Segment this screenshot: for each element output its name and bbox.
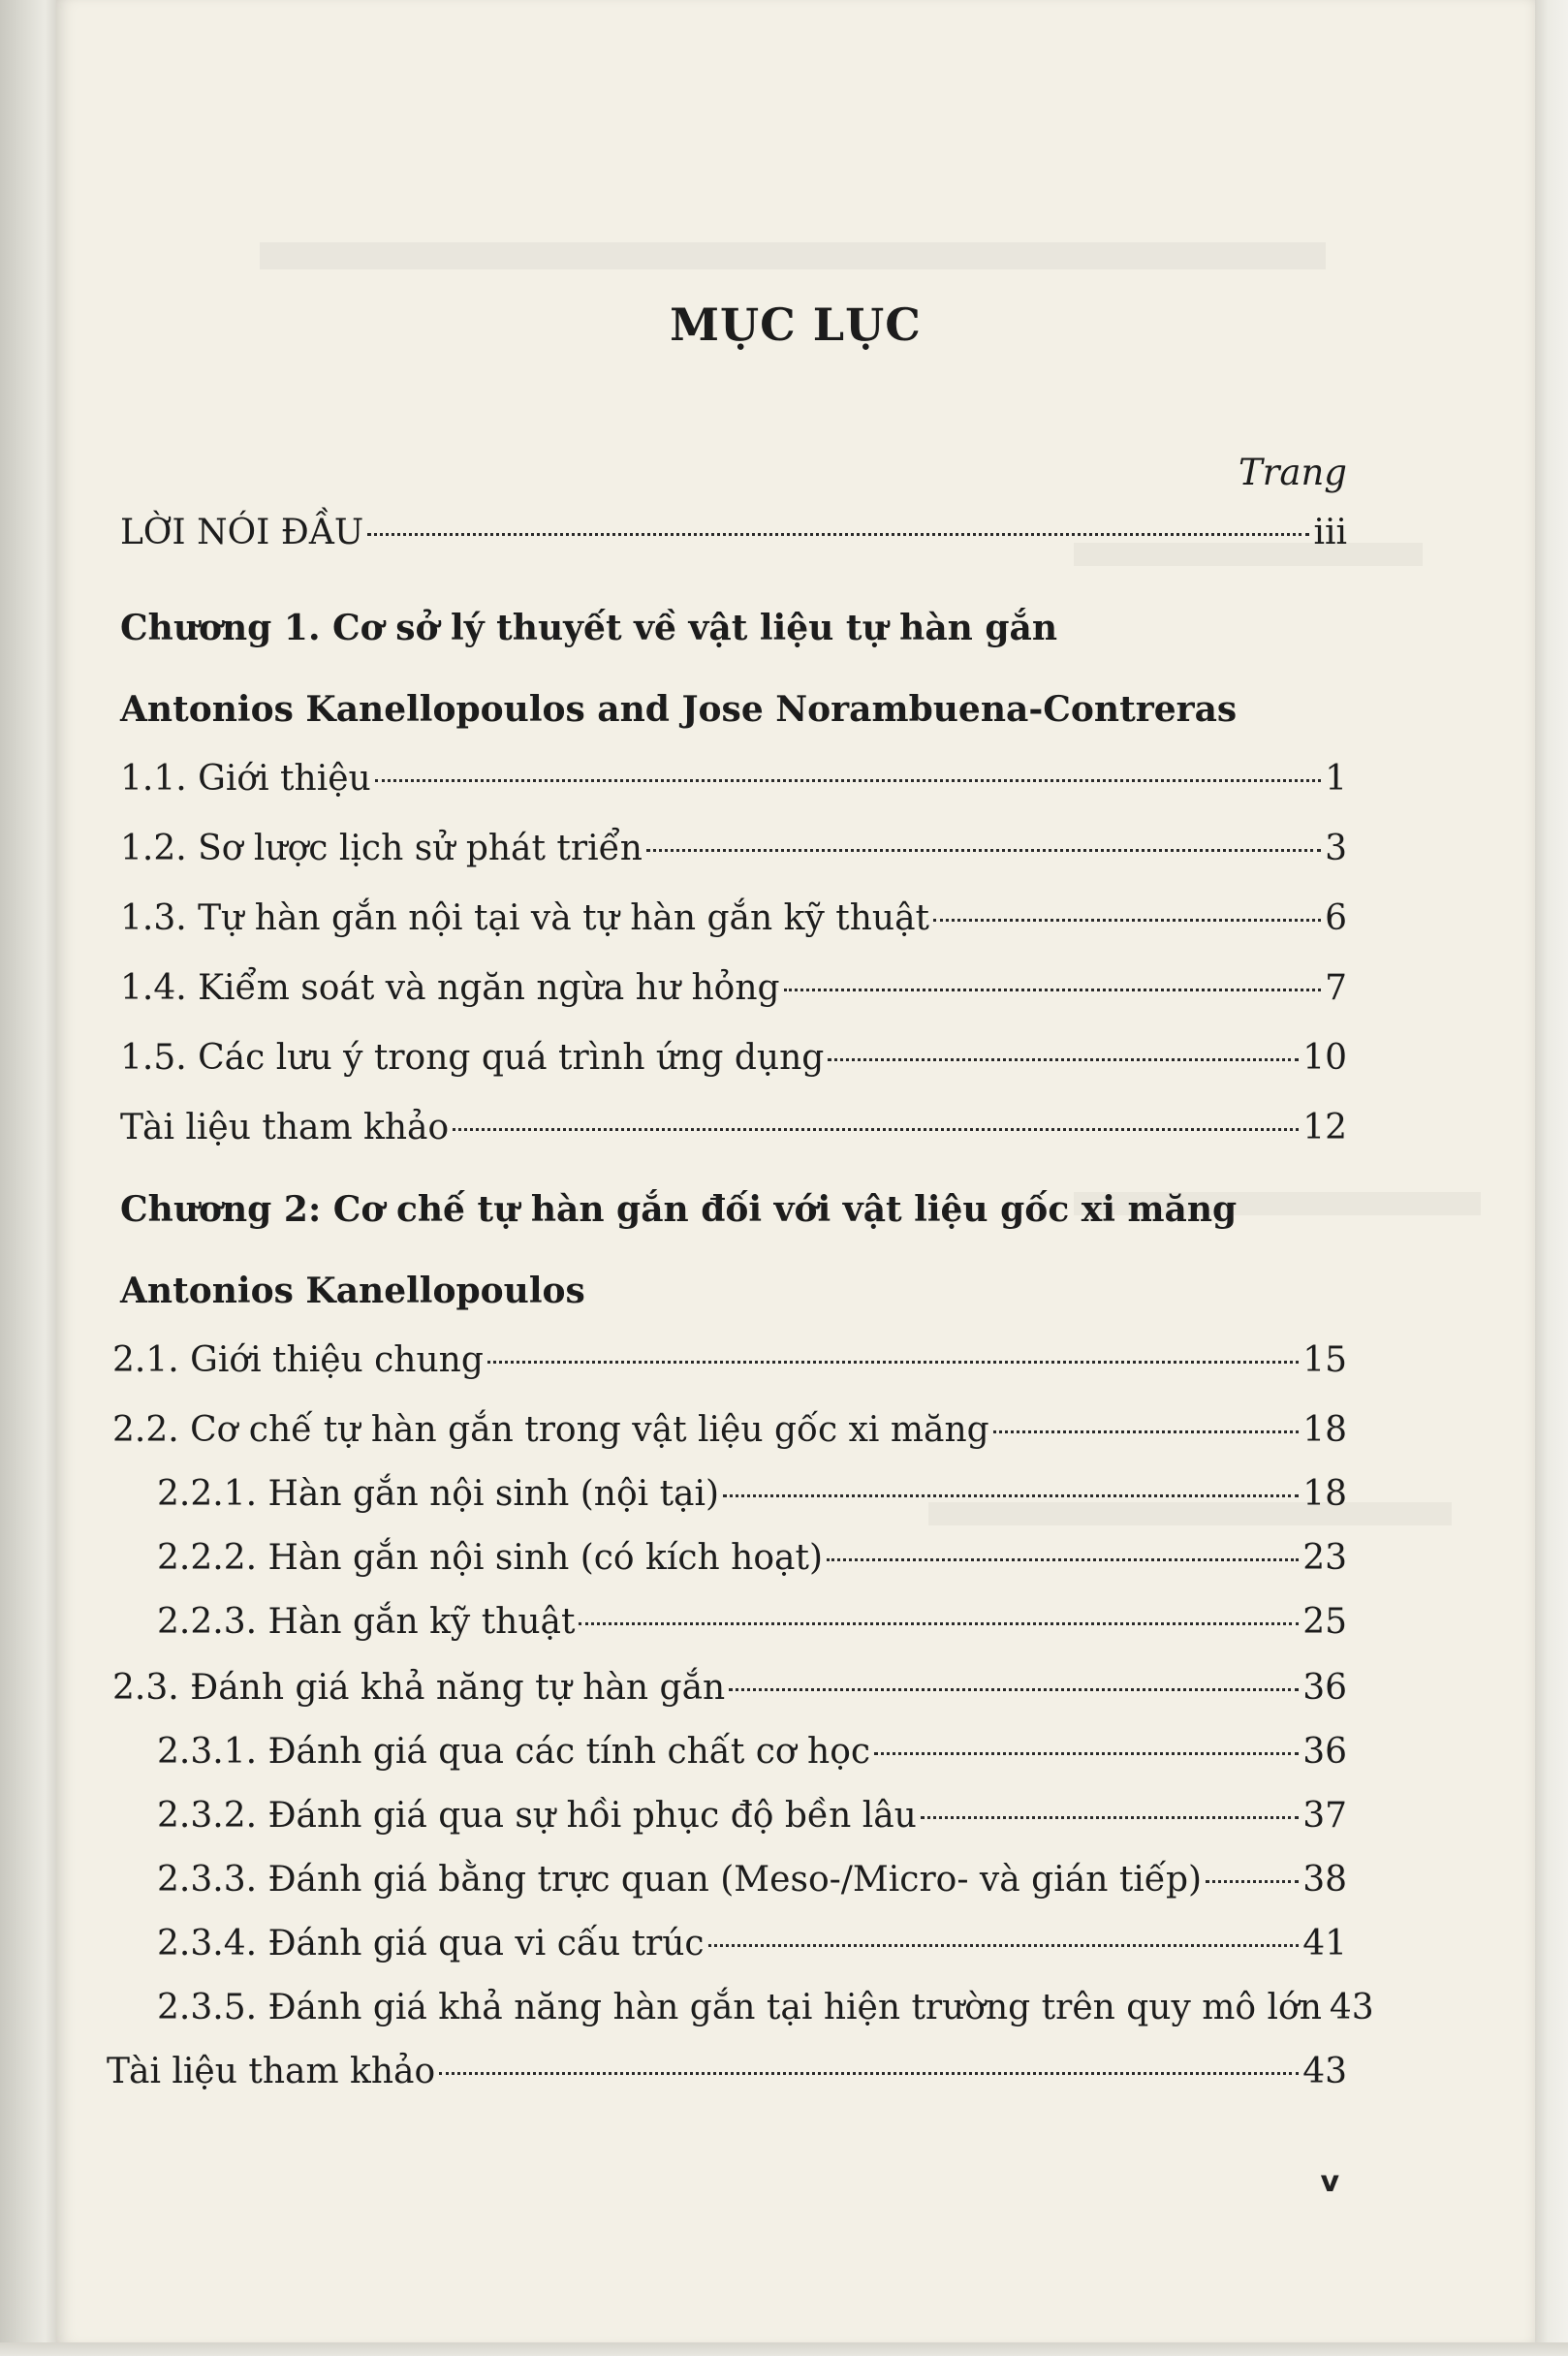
toc-entry[interactable]	[120, 1037, 1347, 1080]
toc-entry[interactable]	[157, 1473, 1347, 1516]
page-bottom-edge	[0, 2342, 1568, 2356]
toc-entry-page: 10	[1302, 1038, 1347, 1078]
toc-entry-label: 2.1. Giới thiệu chung	[112, 1340, 484, 1380]
leader-dots	[453, 1128, 1299, 1131]
toc-entry-page: 25	[1302, 1602, 1347, 1642]
toc-entry-page: 43	[1329, 1988, 1374, 2027]
toc-entry[interactable]	[120, 1107, 1347, 1149]
leader-dots	[579, 1622, 1299, 1625]
toc-entry[interactable]	[157, 1923, 1347, 1965]
toc-entry-page: 23	[1302, 1538, 1347, 1578]
toc-entry[interactable]	[120, 967, 1347, 1010]
leader-dots	[828, 1058, 1299, 1061]
leader-dots	[487, 1361, 1299, 1364]
leader-dots	[827, 1558, 1299, 1561]
leader-dots	[729, 1688, 1299, 1691]
toc-entry[interactable]	[107, 2051, 1347, 2093]
toc-entry-label: Tài liệu tham khảo	[120, 1108, 450, 1147]
chapter-authors: Antonios Kanellopoulos	[120, 1271, 585, 1311]
leader-dots	[993, 1430, 1299, 1433]
toc-entry-label: 1.1. Giới thiệu	[120, 759, 371, 799]
toc-entry-label: 2.2.3. Hàn gắn kỹ thuật	[157, 1602, 576, 1642]
toc-entry-page: 12	[1302, 1108, 1347, 1147]
toc-entry-page: 6	[1325, 898, 1347, 938]
chapter-heading[interactable]: Chương 1. Cơ sở lý thuyết về vật liệu tự hàn gắn	[120, 608, 1058, 648]
toc-entry[interactable]	[112, 1339, 1347, 1382]
leader-dots	[708, 1944, 1300, 1947]
toc-entry-page: 36	[1302, 1668, 1347, 1708]
toc-entry[interactable]	[157, 1601, 1347, 1644]
toc-entry-label: 2.3.4. Đánh giá qua vi cấu trúc	[157, 1924, 705, 1963]
toc-entry[interactable]	[120, 758, 1347, 801]
leader-dots	[646, 849, 1321, 852]
toc-entry-page: 38	[1302, 1860, 1347, 1900]
toc-entry-page: 15	[1302, 1340, 1347, 1380]
toc-entry-label: 2.3.5. Đánh giá khả năng hàn gắn tại hiện trường trên quy mô lớn	[157, 1988, 1322, 2027]
toc-entry-label: 2.3.1. Đánh giá qua các tính chất cơ học	[157, 1732, 871, 1772]
page-number: v	[1320, 2165, 1339, 2199]
book-page	[56, 0, 1535, 2343]
leader-dots	[874, 1752, 1299, 1755]
toc-entry-label: 2.2.2. Hàn gắn nội sinh (có kích hoạt)	[157, 1538, 824, 1578]
toc-entry[interactable]	[157, 1795, 1347, 1838]
toc-entry-label: 2.3.3. Đánh giá bằng trực quan (Meso-/Micro- và gián tiếp)	[157, 1860, 1203, 1900]
leader-dots	[375, 779, 1321, 782]
page-column-label: Trang	[1239, 452, 1347, 493]
toc-entry-label: 2.3. Đánh giá khả năng tự hàn gắn	[112, 1668, 726, 1708]
toc-entry[interactable]	[157, 1537, 1347, 1580]
toc-entry-page: 37	[1302, 1796, 1347, 1836]
toc-entry-page: 18	[1302, 1410, 1347, 1450]
toc-entry[interactable]	[157, 1731, 1347, 1774]
bleed-through-line	[260, 242, 1326, 269]
toc-title: MỤC LỤC	[670, 298, 922, 351]
page-edge	[1535, 0, 1568, 2356]
leader-dots	[784, 989, 1322, 991]
leader-dots	[367, 533, 1309, 536]
leader-dots	[921, 1816, 1299, 1819]
toc-entry[interactable]	[112, 1409, 1347, 1452]
toc-entry[interactable]	[120, 828, 1347, 870]
chapter-authors: Antonios Kanellopoulos and Jose Norambuena-Contreras	[120, 689, 1238, 730]
leader-dots	[933, 919, 1321, 922]
toc-entry-label: 2.2. Cơ chế tự hàn gắn trong vật liệu gốc xi măng	[112, 1410, 989, 1450]
leader-dots	[1206, 1880, 1299, 1883]
toc-entry-page: 41	[1302, 1924, 1347, 1963]
book-spine	[0, 0, 56, 2356]
toc-entry[interactable]	[112, 1667, 1347, 1710]
toc-entry-label: 1.2. Sơ lược lịch sử phát triển	[120, 829, 643, 868]
toc-entry[interactable]	[120, 512, 1347, 554]
toc-entry[interactable]	[157, 1859, 1347, 1901]
toc-entry-page: 18	[1302, 1474, 1347, 1514]
toc-entry-label: 1.3. Tự hàn gắn nội tại và tự hàn gắn kỹ thuật	[120, 898, 930, 938]
toc-entry-label: 2.3.2. Đánh giá qua sự hồi phục độ bền lâu	[157, 1796, 917, 1836]
leader-dots	[723, 1494, 1299, 1497]
toc-entry-page: 7	[1325, 968, 1347, 1008]
toc-entry-label: 2.2.1. Hàn gắn nội sinh (nội tại)	[157, 1474, 720, 1514]
toc-entry-page: 3	[1325, 829, 1347, 868]
leader-dots	[439, 2072, 1299, 2075]
toc-entry-label: LỜI NÓI ĐẦU	[120, 513, 364, 552]
toc-entry-page: iii	[1313, 513, 1347, 552]
toc-entry-label: 1.5. Các lưu ý trong quá trình ứng dụng	[120, 1038, 825, 1078]
toc-entry-page: 43	[1302, 2052, 1347, 2091]
toc-entry-label: 1.4. Kiểm soát và ngăn ngừa hư hỏng	[120, 968, 780, 1008]
chapter-heading[interactable]: Chương 2: Cơ chế tự hàn gắn đối với vật liệu gốc xi măng	[120, 1189, 1238, 1230]
toc-entry[interactable]	[120, 897, 1347, 940]
toc-entry-page: 36	[1302, 1732, 1347, 1772]
toc-entry-label: Tài liệu tham khảo	[107, 2052, 436, 2091]
toc-entry[interactable]	[157, 1987, 1374, 2029]
toc-entry-page: 1	[1325, 759, 1347, 799]
